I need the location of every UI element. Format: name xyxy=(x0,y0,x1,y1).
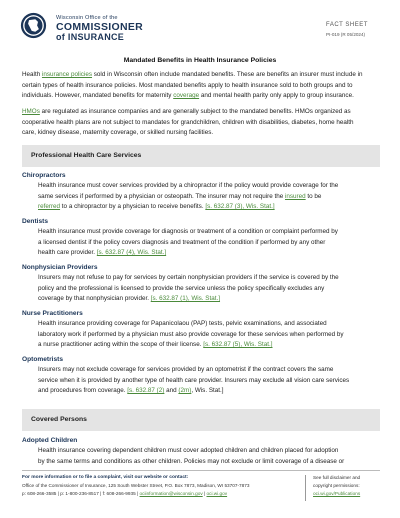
section-header-professional-services: Professional Health Care Services xyxy=(22,145,380,167)
citation-link[interactable]: [s. 632.87 (2) xyxy=(127,387,165,395)
subhead-optometrists: Optometrists xyxy=(22,356,64,363)
citation-link[interactable]: [s. 632.87 (1), Wis. Stat.] xyxy=(150,295,221,303)
footer-contact-heading: For more information or to file a complaint, visit our website or contact: xyxy=(22,475,189,480)
footer-disclaimer-line2: copyright permissions: xyxy=(313,483,360,488)
footer-vertical-divider xyxy=(305,475,306,501)
footer-address: Office of the Commissioner of Insurance, 125 South Webster Street, P.O. Box 7873, Madison, WI 53707-7873 xyxy=(22,483,250,488)
publications-link[interactable]: oci.wi.gov/Publications xyxy=(313,491,361,496)
subhead-nonphysician-providers: Nonphysician Providers xyxy=(22,264,98,271)
nurse-practitioners-text: Health insurance providing coverage for Papanicolaou (PAP) tests, pelvic examinations, and associated laboratory work if performed by a physician must also provide coverage for these services when performed by a nurse practitioner acting within the scope of their license. [s. 632.87 (5), Wis. Stat.] xyxy=(38,320,344,349)
hmos-link[interactable]: HMOs xyxy=(22,108,40,115)
optometrists-text: Insurers may not exclude coverage for services provided by an optometrist if the contract covers the same service when it is provided by another type of health care provider. Insurers may exclude all vision care services and procedures from coverage. [s. 632.87 (2) and (2m), Wis. Stat.] xyxy=(38,366,350,395)
insurance-policies-link[interactable]: insurance policies xyxy=(41,71,93,78)
subhead-adopted-children: Adopted Children xyxy=(22,437,78,444)
website-link[interactable]: oci.wi.gov xyxy=(206,491,228,496)
org-name-line2: COMMISSIONER xyxy=(56,21,144,33)
adopted-children-text: Health insurance covering dependent children must cover adopted children and children placed for adoption by the same terms and conditions as other children. Policies may not exclude or limit coverage of a disease or xyxy=(38,447,345,465)
citation-link[interactable]: [s. 632.87 (4), Wis. Stat.] xyxy=(96,249,167,257)
insured-link[interactable]: insured xyxy=(284,192,306,200)
page-title: Mandated Benefits in Health Insurance Policies xyxy=(123,57,277,64)
footer-phone-line: p: 608-266-3585 | p: 1-800-236-8517 | f: 608-266-9935 | ociinformation@wisconsin.gov | oci.wi.gov xyxy=(22,491,228,496)
footer-disclaimer-line1: See full disclaimer and xyxy=(313,475,361,480)
page-footer xyxy=(0,470,400,518)
org-name-line1: Wisconsin Office of the xyxy=(56,15,118,21)
org-name-line3: of INSURANCE xyxy=(56,32,125,42)
chiropractors-text: Health insurance must cover services provided by a chiropractor if the policy would provide coverage for the same services if performed by a physician or osteopath. The insurer may not require the insured to be referred to a chiropractor by a physician to receive benefits. [s. 632.87 (3), Wis. Stat.] xyxy=(38,182,339,211)
referred-link[interactable]: referred xyxy=(38,203,61,211)
intro-paragraph-1: Health insurance policies sold in Wisconsin often include mandated benefits. These are benefits an insurer must include in certain types of health insurance policies. Most mandated benefits apply to health insurance sold to both groups and to individuals. However, mandated benefits for maternity coverage and mental health parity only apply to group insurance. xyxy=(22,71,363,100)
subhead-nurse-practitioners: Nurse Practitioners xyxy=(22,310,83,317)
state-seal-icon xyxy=(20,12,47,39)
email-link[interactable]: ociinformation@wisconsin.gov xyxy=(139,491,203,496)
citation-link[interactable]: [s. 632.87 (3), Wis. Stat.] xyxy=(205,203,275,211)
subhead-chiropractors: Chiropractors xyxy=(22,172,66,179)
nonphysician-providers-text: Insurers may not refuse to pay for services by certain nonphysician providers if the service is covered by the policy and the professional is licensed to provide the service unless the policy specifically excludes any coverage by that nonphysician provider. [s. 632.87 (1), Wis. Stat.] xyxy=(38,274,339,303)
citation-link[interactable]: [s. 632.87 (5), Wis. Stat.] xyxy=(203,341,273,349)
footer-divider xyxy=(22,470,380,471)
subhead-dentists: Dentists xyxy=(22,218,49,225)
section-header-covered-persons: Covered Persons xyxy=(22,409,380,431)
doc-type-label: FACT SHEET xyxy=(326,22,368,28)
citation-link[interactable]: (2m) xyxy=(178,387,192,395)
intro-paragraph-2: HMOs are regulated as insurance companies and are generally subject to the mandated benefits. HMOs organized as cooperative health plans are not subject to mandates for grandchildren, children with disabilities, diabetes, home health care, kidney disease, maternity coverage, or skilled nursing facilities. xyxy=(22,108,354,137)
coverage-link[interactable]: coverage xyxy=(173,92,200,100)
page-header xyxy=(0,0,400,50)
doc-id-label: PI-019 (R 05/2024) xyxy=(326,32,366,37)
footer-disclaimer-line3 xyxy=(313,491,360,496)
dentists-text: Health insurance must provide coverage for diagnosis or treatment of a condition or complaint performed by a licensed dentist if the policy covers diagnosis and treatment of the condition if performed by any other health care provider. [s. 632.87 (4), Wis. Stat.] xyxy=(38,228,338,257)
